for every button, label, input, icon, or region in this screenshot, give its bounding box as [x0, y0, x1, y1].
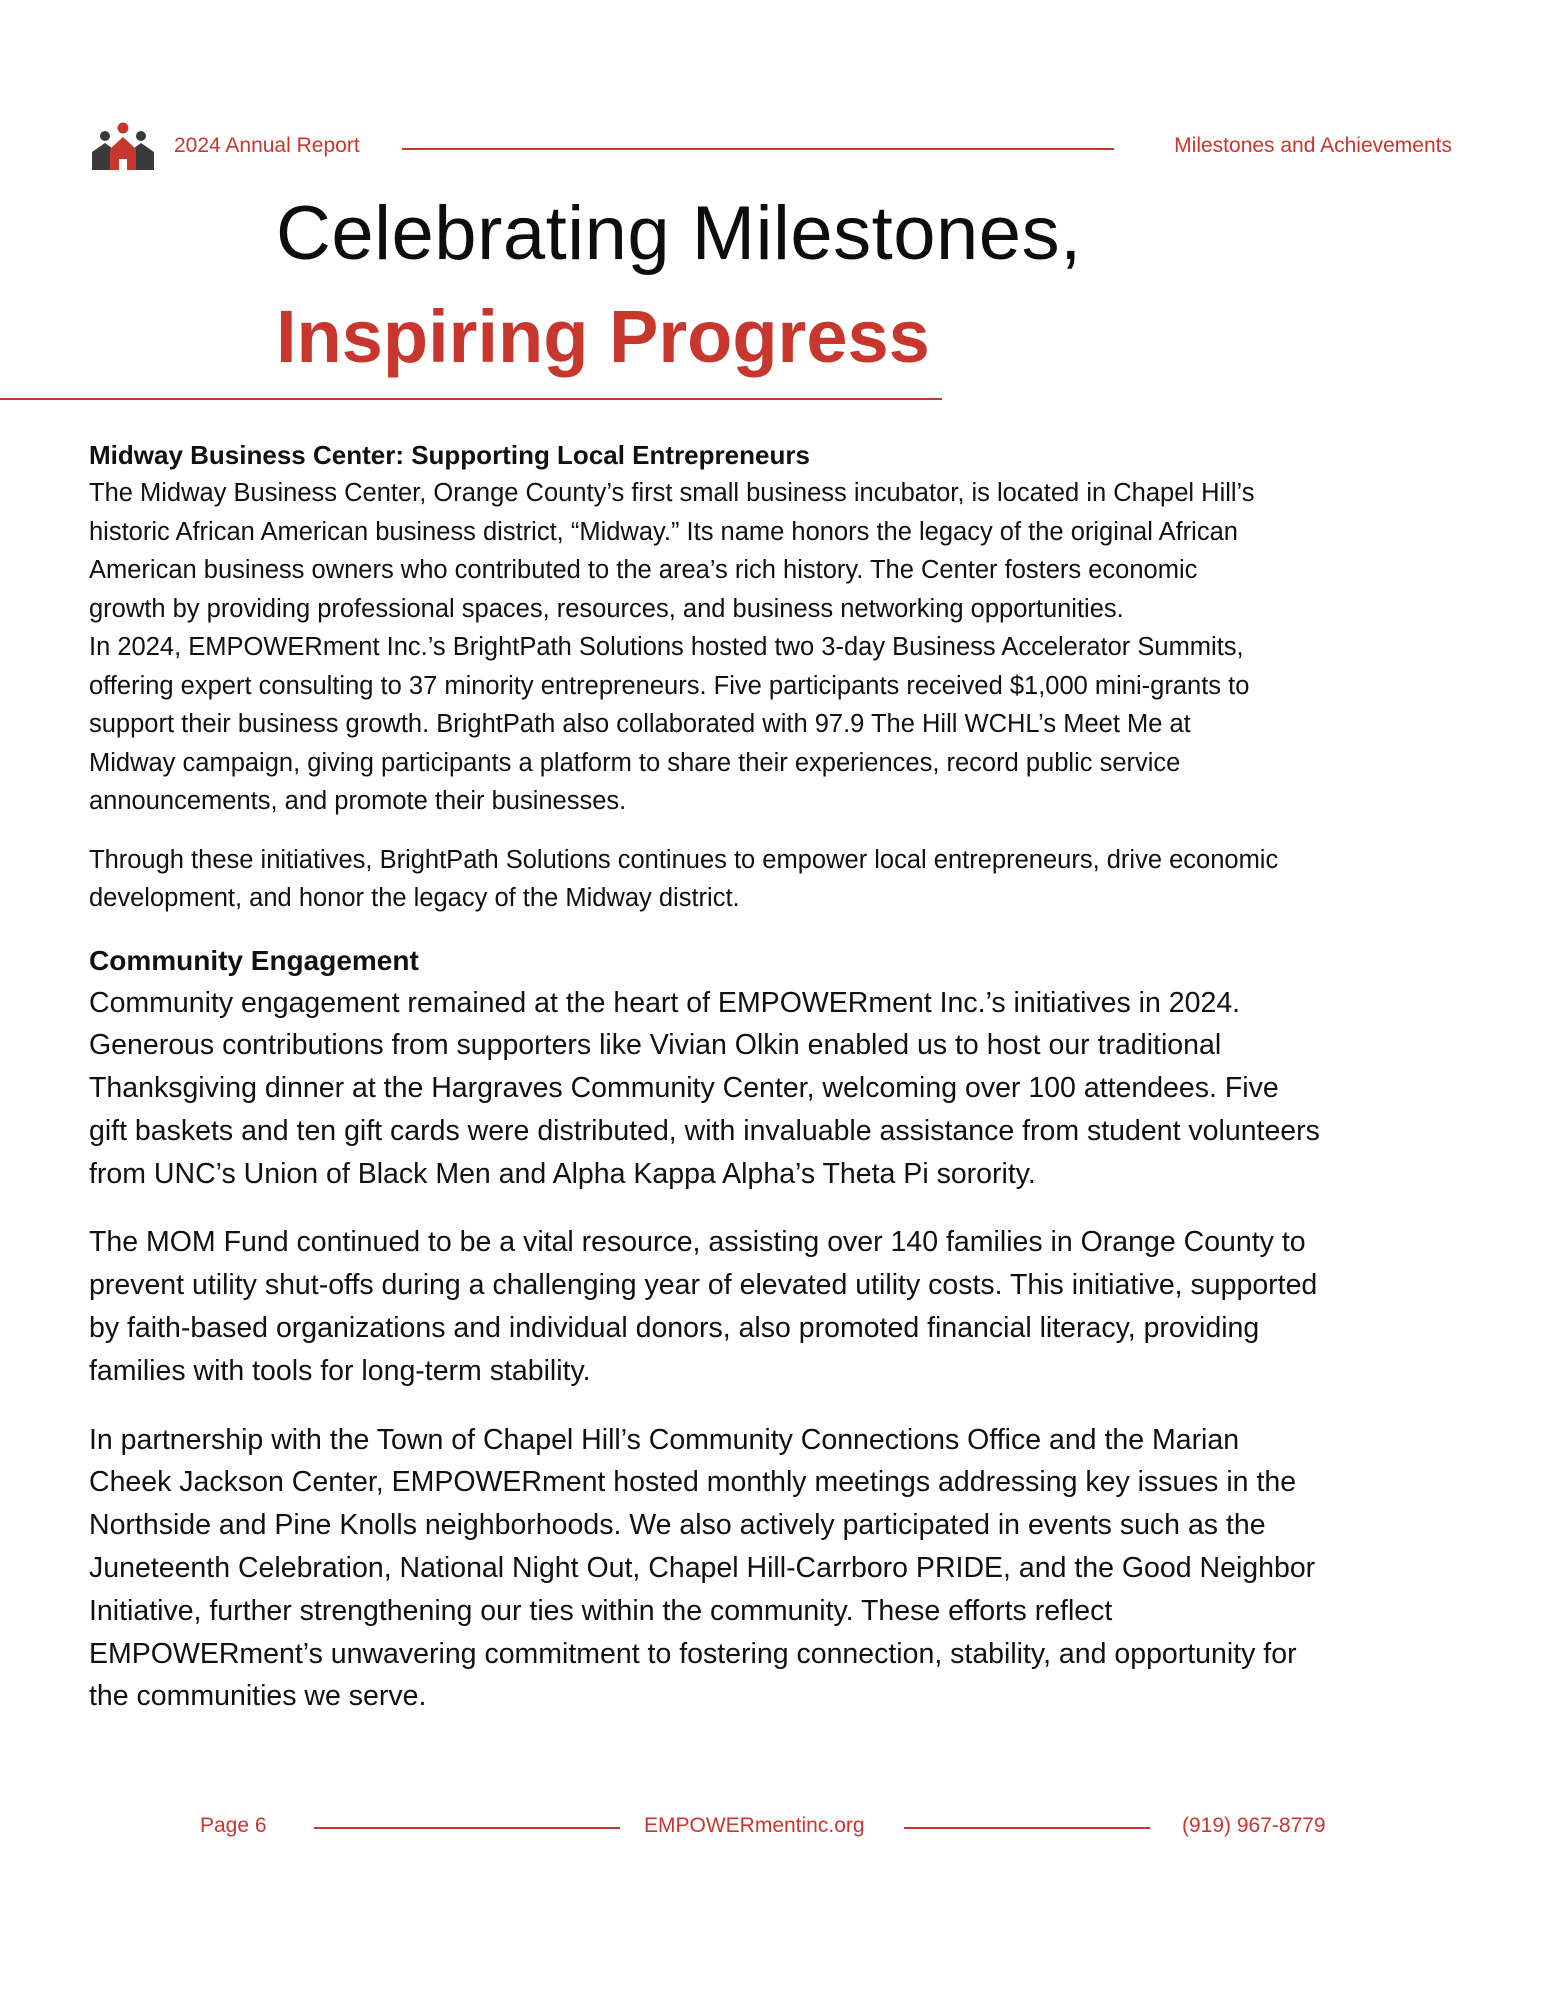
text-line: by faith-based organizations and individual donors, also promoted financial literacy, providing — [89, 1312, 1260, 1345]
text-line: prevent utility shut-offs during a challenging year of elevated utility costs. This initiative, supported — [89, 1269, 1318, 1302]
page-footer — [0, 1810, 1545, 1850]
paragraph-community-2 — [89, 1221, 1459, 1392]
text-line: Thanksgiving dinner at the Hargraves Community Center, welcoming over 100 attendees. Five — [89, 1072, 1279, 1105]
text-line: EMPOWERment’s unwavering commitment to fostering connection, stability, and opportunity for — [89, 1637, 1297, 1670]
text-line: support their business growth. BrightPath also collaborated with 97.9 The Hill WCHL’s Meet Me at — [89, 710, 1191, 738]
paragraph-midway-1 — [89, 474, 1459, 821]
text-line: the communities we serve. — [89, 1680, 427, 1713]
text-line: In 2024, EMPOWERment Inc.’s BrightPath Solutions hosted two 3-day Business Accelerator Summits, — [89, 633, 1244, 661]
footer-divider — [314, 1827, 620, 1829]
section-heading-community: Community Engagement — [89, 944, 419, 976]
text-line: Northside and Pine Knolls neighborhoods. We also actively participated in events such as the — [89, 1509, 1266, 1542]
text-line: offering expert consulting to 37 minority entrepreneurs. Five participants received $1,000 mini-grants to — [89, 671, 1250, 700]
text-line: The MOM Fund continued to be a vital resource, assisting over 140 families in Orange County to — [89, 1226, 1306, 1259]
phone-number: (919) 967-8779 — [1182, 1814, 1326, 1837]
report-label: 2024 Annual Report — [174, 134, 360, 157]
text-line: Community engagement remained at the heart of EMPOWERment Inc.’s initiatives in 2024. — [89, 986, 1241, 1019]
people-houses-logo-icon — [92, 122, 154, 170]
title-divider — [0, 398, 942, 400]
page-number: Page 6 — [200, 1814, 267, 1837]
text-line: historic African American business district, “Midway.” Its name honors the legacy of the original African — [89, 517, 1238, 546]
text-line: Cheek Jackson Center, EMPOWERment hosted monthly meetings addressing key issues in the — [89, 1466, 1297, 1499]
text-line: Through these initiatives, BrightPath Solutions continues to empower local entrepreneurs, drive economic — [89, 845, 1279, 874]
section-label: Milestones and Achievements — [1174, 134, 1452, 157]
paragraph-community-3 — [89, 1419, 1459, 1719]
paragraph-community-1 — [89, 982, 1459, 1196]
text-line: Midway campaign, giving participants a platform to share their experiences, record public service — [89, 748, 1181, 777]
text-line: The Midway Business Center, Orange County’s first small business incubator, is located in Chapel Hill’s — [89, 479, 1255, 507]
text-line: development, and honor the legacy of the Midway district. — [89, 884, 740, 912]
text-line: Juneteenth Celebration, National Night Out, Chapel Hill-Carrboro PRIDE, and the Good Neighbor — [89, 1552, 1316, 1585]
page-title-line1: Celebrating Milestones, — [276, 191, 1082, 276]
text-line: gift baskets and ten gift cards were distributed, with invaluable assistance from student volunteers — [89, 1114, 1320, 1147]
section-heading-midway: Midway Business Center: Supporting Local Entrepreneurs — [89, 440, 810, 470]
text-line: announcements, and promote their businesses. — [89, 787, 627, 815]
text-line: In partnership with the Town of Chapel Hill’s Community Connections Office and the Marian — [89, 1423, 1240, 1456]
text-line: Generous contributions from supporters like Vivian Olkin enabled us to host our traditional — [89, 1029, 1222, 1062]
text-line: from UNC’s Union of Black Men and Alpha Kappa Alpha’s Theta Pi sorority. — [89, 1157, 1036, 1190]
text-line: growth by providing professional spaces, resources, and business networking opportunities. — [89, 594, 1124, 623]
paragraph-midway-2 — [89, 841, 1459, 918]
page-title-line2: Inspiring Progress — [276, 295, 930, 378]
page-header — [92, 120, 1452, 176]
text-line: families with tools for long-term stability. — [89, 1354, 591, 1387]
website-link[interactable]: EMPOWERmentinc.org — [644, 1814, 865, 1837]
footer-divider — [904, 1827, 1150, 1829]
main-content — [89, 436, 1459, 1718]
header-divider — [402, 148, 1114, 150]
text-line: Initiative, further strengthening our ties within the community. These efforts reflect — [89, 1594, 1113, 1627]
text-line: American business owners who contributed to the area’s rich history. The Center fosters economic — [89, 556, 1198, 584]
